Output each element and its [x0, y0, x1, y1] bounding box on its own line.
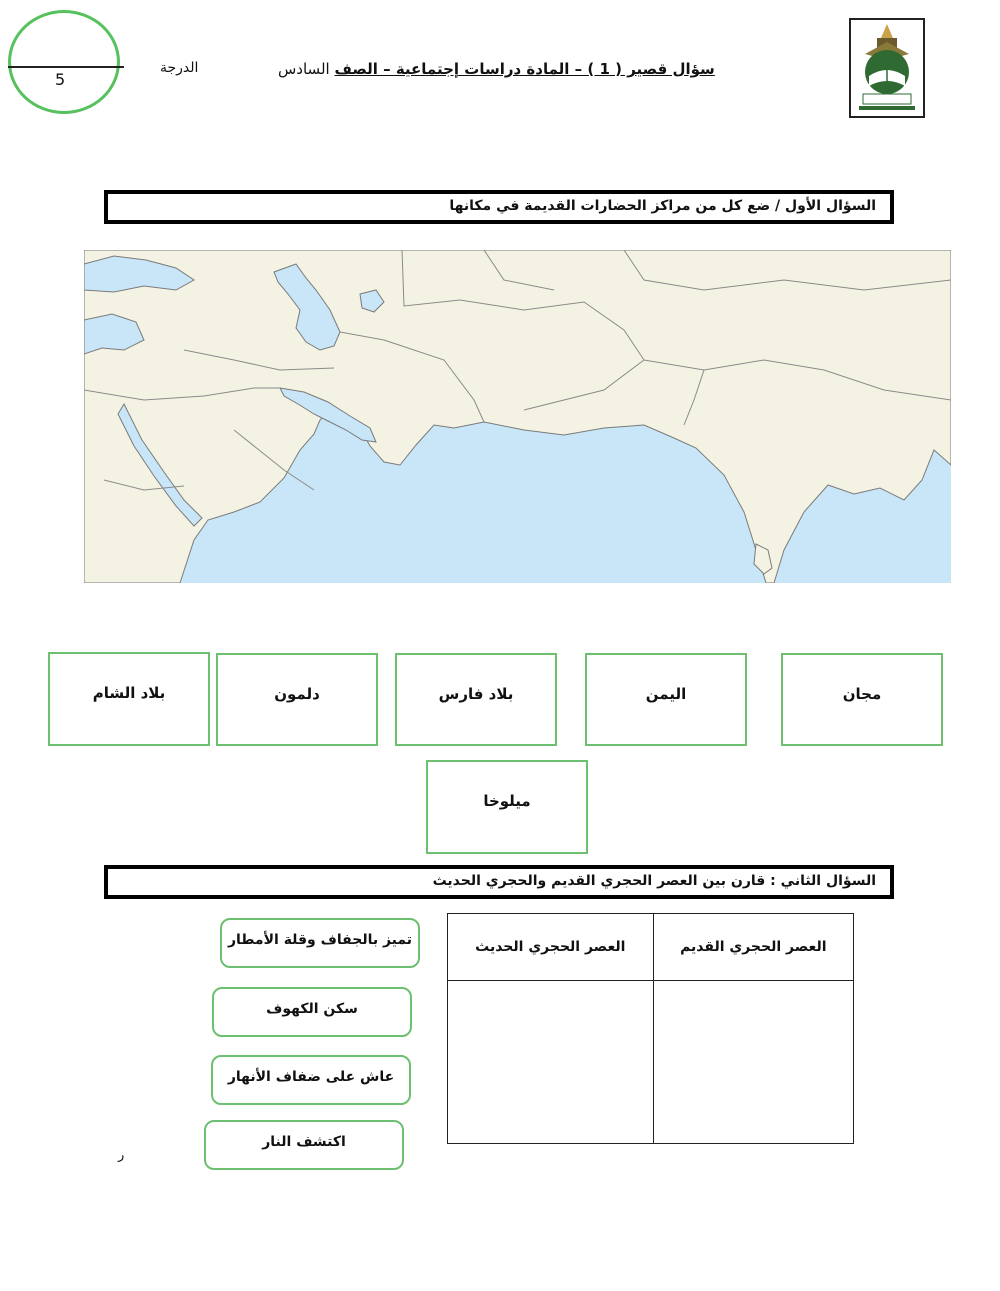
- page-title: [278, 60, 715, 78]
- school-logo-icon: [849, 18, 925, 118]
- label-box-bilad-al-sham[interactable]: بلاد الشام: [48, 652, 210, 746]
- grade-circle: [8, 10, 120, 114]
- column-header-new-stone-age: العصر الحجري الحديث: [448, 914, 654, 981]
- label-box-bilad-faris[interactable]: بلاد فارس: [395, 653, 557, 746]
- region-map-svg: [84, 250, 951, 583]
- grade-value: 5: [55, 70, 66, 89]
- table-row: [448, 981, 854, 1144]
- drop-zone-new-stone-age[interactable]: [448, 981, 654, 1144]
- drop-zone-old-stone-age[interactable]: [653, 981, 853, 1144]
- label-box-dilmun[interactable]: دلمون: [216, 653, 378, 746]
- question-2-heading: السؤال الثاني : قارن بين العصر الحجري القديم والحجري الحديث: [104, 865, 894, 899]
- label-box-magan[interactable]: مجان: [781, 653, 943, 746]
- option-riverbanks[interactable]: عاش على ضفاف الأنهار: [211, 1055, 411, 1105]
- option-discovered-fire[interactable]: اكتشف النار: [204, 1120, 404, 1170]
- title-main: سؤال قصير ( 1 ) – المادة دراسات إجتماعية – الصف: [334, 60, 715, 78]
- label-box-meluhha[interactable]: ميلوخا: [426, 760, 588, 854]
- grade-divider: [8, 66, 124, 68]
- column-header-old-stone-age: العصر الحجري القديم: [653, 914, 853, 981]
- label-box-yemen[interactable]: اليمن: [585, 653, 747, 746]
- question-1-heading: السؤال الأول / ضع كل من مراكز الحضارات القديمة في مكانها: [104, 190, 894, 224]
- stray-mark: ر: [118, 1148, 125, 1163]
- comparison-table: [447, 913, 854, 1144]
- option-cave-dwelling[interactable]: سكن الكهوف: [212, 987, 412, 1037]
- title-grade: السادس: [278, 60, 330, 78]
- option-dryness-rainfall[interactable]: تميز بالجفاف وقلة الأمطار: [220, 918, 420, 968]
- table-header-row: [448, 914, 854, 981]
- region-map[interactable]: [84, 250, 951, 583]
- grade-label: الدرجة: [160, 60, 199, 76]
